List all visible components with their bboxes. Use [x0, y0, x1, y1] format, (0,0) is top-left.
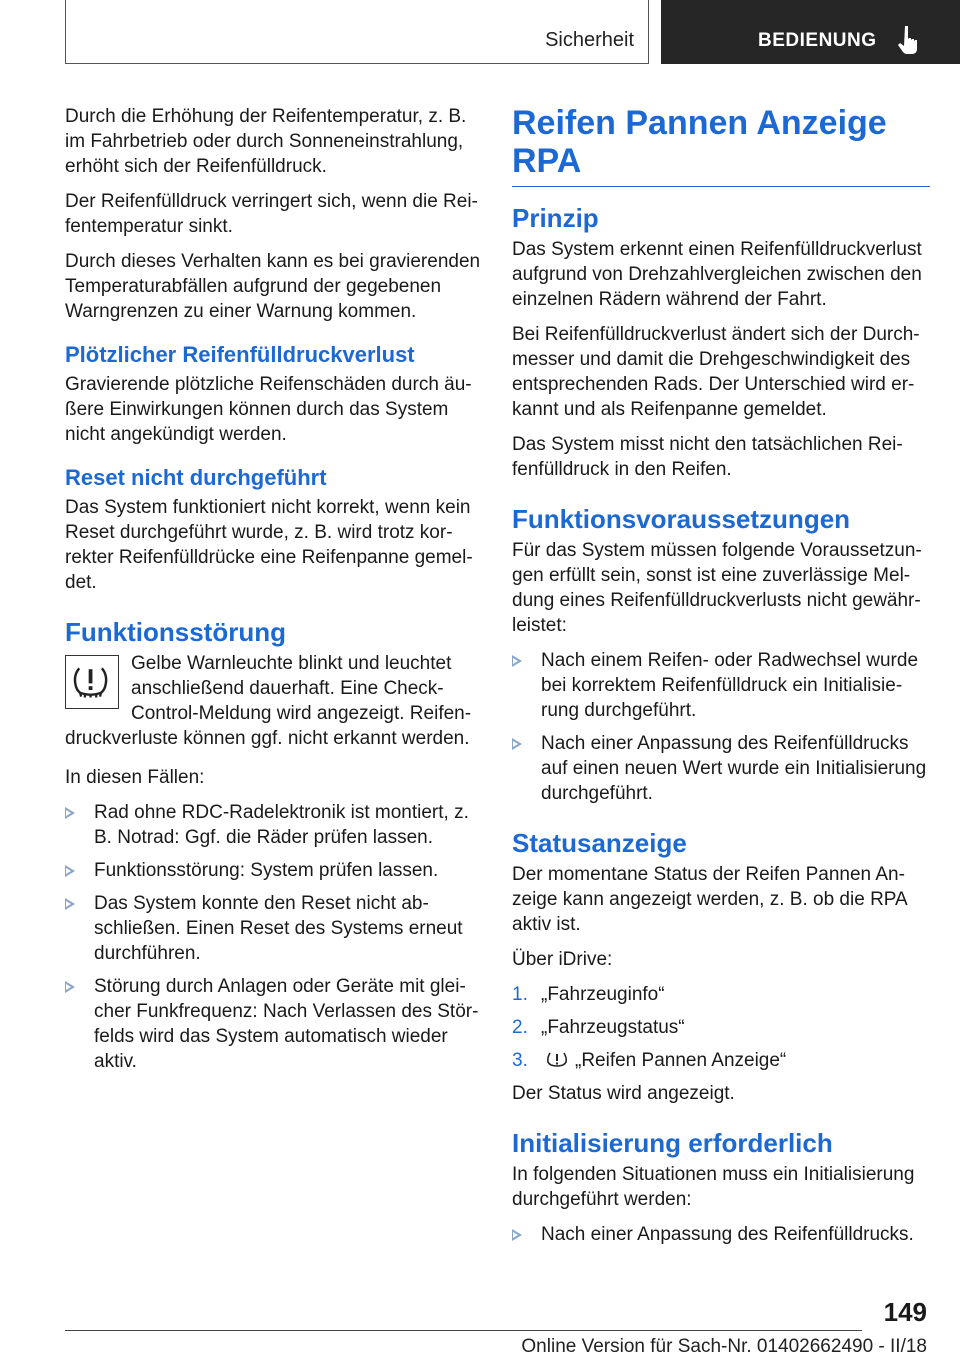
footer-divider: [65, 1330, 862, 1331]
tire-pressure-warning-icon: [65, 655, 119, 709]
principle-paragraph-1: Das System erkennt einen Reifenfülldruckverlust aufgrund von Drehzahlvergleichen zwischen den einzelnen Rädern während der Fahrt.: [512, 239, 922, 310]
list-item: Nach einer Anpassung des Reifenfülldrucks.: [512, 1222, 930, 1247]
tire-warning-icon: [545, 1050, 569, 1068]
initialization-heading: Initialisierung erforderlich: [512, 1128, 833, 1158]
bullet-triangle-icon: [65, 865, 75, 877]
fault-warning-block: [65, 651, 483, 751]
list-item: Nach einer Anpassung des Reifenfülldrucks auf einen neuen Wert wurde ein Initialisierung durchgeführt.: [512, 731, 930, 806]
bullet-triangle-icon: [512, 1229, 522, 1241]
status-shown-text: Der Status wird angezeigt.: [512, 1083, 735, 1104]
section-title: Sicherheit: [545, 29, 634, 51]
requirements-list: [512, 648, 930, 806]
bullet-triangle-icon: [512, 655, 522, 667]
sudden-loss-text: Gravierende plötzliche Reifenschäden durch äu-ßere Einwirkungen können durch das System nicht angekündigt werden.: [65, 374, 472, 445]
right-column: [512, 104, 930, 1255]
left-column: [65, 104, 483, 1082]
initialization-list: [512, 1222, 930, 1247]
principle-paragraph-2: Bei Reifenfülldruckverlust ändert sich der Durch-messer und damit die Drehgeschwindigkeit des entsprechenden Rads. Der Unterschied wird er-kannt und als Reifenpanne gemeldet.: [512, 324, 920, 420]
intro-paragraph-2: Der Reifenfülldruck verringert sich, wenn die Rei-fentemperatur sinkt.: [65, 191, 478, 237]
intro-paragraph-3: Durch dieses Verhalten kann es bei gravierenden Temperaturabfällen aufgrund der gegebenen Warngrenzen zu einer Warnung kommen.: [65, 251, 481, 322]
reset-heading: Reset nicht durchgeführt: [65, 465, 327, 490]
list-item: 1. „Fahrzeuginfo“: [512, 984, 665, 1005]
chapter-tab-label: BEDIENUNG: [758, 30, 877, 51]
list-item: 2. „Fahrzeugstatus“: [512, 1017, 685, 1038]
list-item: Funktionsstörung: System prüfen lassen.: [65, 858, 483, 883]
list-item: Rad ohne RDC-Radelektronik ist montiert, z. B. Notrad: Ggf. die Räder prüfen lassen.: [65, 800, 483, 850]
cases-intro: In diesen Fällen:: [65, 767, 205, 788]
cases-list: [65, 800, 483, 1074]
fault-heading: Funktionsstörung: [65, 617, 286, 647]
sudden-loss-heading: Plötzlicher Reifenfülldruckverlust: [65, 342, 415, 367]
requirements-text: Für das System müssen folgende Voraussetzun-gen erfüllt sein, sonst ist eine zuverlässige Mel-dung eines Reifenfülldruckverlusts nicht gewähr-leistet:: [512, 540, 922, 636]
principle-paragraph-3: Das System misst nicht den tatsächlichen Rei-fenfülldruck in den Reifen.: [512, 434, 903, 480]
footer-text: Online Version für Sach-Nr. 01402662490 - II/18: [521, 1336, 927, 1357]
idrive-steps: [512, 982, 930, 1073]
principle-heading: Prinzip: [512, 203, 599, 233]
chapter-tab: [661, 0, 960, 64]
page-title: Reifen Pannen Anzeige RPA: [512, 104, 930, 187]
idrive-intro: Über iDrive:: [512, 949, 613, 970]
intro-paragraph-1: Durch die Erhöhung der Reifentemperatur, z. B. im Fahrbetrieb oder durch Sonneneinstrahlung, erhöht sich der Reifenfülldruck.: [65, 106, 467, 177]
initialization-text: In folgenden Situationen muss ein Initialisierung durchgeführt werden:: [512, 1164, 915, 1210]
reset-text: Das System funktioniert nicht korrekt, wenn kein Reset durchgeführt wurde, z. B. wird trotz kor-rekter Reifenfülldrücke eine Reifenpanne gemel-det.: [65, 497, 473, 593]
list-item: Das System konnte den Reset nicht ab-schließen. Einen Reset des Systems erneut durchführen.: [65, 891, 483, 966]
fault-warning-text: Gelbe Warnleuchte blinkt und leuchtet anschließend dauerhaft. Eine Check-Control-Meldung wird angezeigt. Reifen-druckverluste können ggf. nicht erkannt werden.: [65, 653, 472, 749]
header-section-box: [65, 0, 649, 64]
list-item: Nach einem Reifen- oder Radwechsel wurde bei korrektem Reifenfülldruck ein Initialisie-rung durchgeführt.: [512, 648, 930, 723]
bullet-triangle-icon: [65, 898, 75, 910]
bullet-triangle-icon: [65, 981, 75, 993]
status-text: Der momentane Status der Reifen Pannen An-zeige kann angezeigt werden, z. B. ob die RPA aktiv ist.: [512, 864, 907, 935]
list-item: Störung durch Anlagen oder Geräte mit glei-cher Funkfrequenz: Nach Verlassen des Stör-felds wird das System automatisch wieder aktiv.: [65, 974, 483, 1074]
status-heading: Statusanzeige: [512, 828, 687, 858]
bullet-triangle-icon: [65, 807, 75, 819]
pointing-hand-icon: [897, 24, 923, 54]
bullet-triangle-icon: [512, 738, 522, 750]
list-item: 3. „Reifen Pannen Anzeige“: [512, 1050, 787, 1071]
page-number: 149: [883, 1297, 927, 1327]
requirements-heading: Funktionsvoraussetzungen: [512, 504, 851, 534]
